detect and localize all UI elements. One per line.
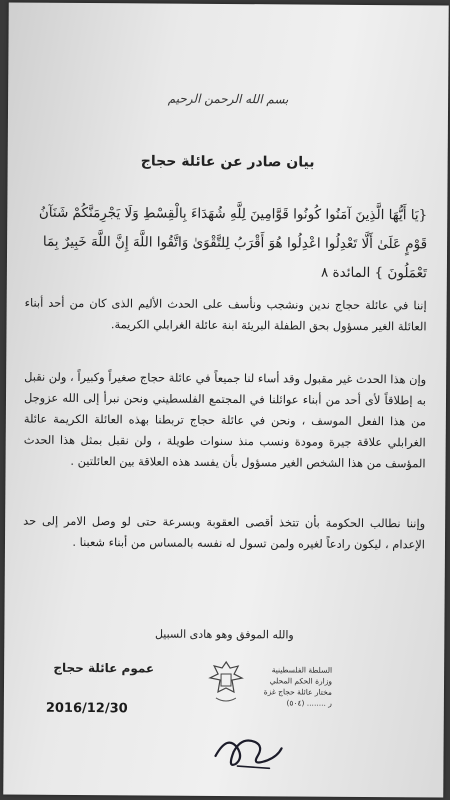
stamp-line: مختار عائلة حجاج غزة bbox=[263, 687, 332, 697]
eagle-emblem-icon bbox=[208, 658, 244, 708]
signature-label: عموم عائلة حجاج bbox=[53, 660, 155, 676]
stamp-line: السلطة الفلسطينية bbox=[271, 665, 333, 675]
document-page bbox=[3, 2, 449, 797]
stamp-line: ر ........ (٥٠٤) bbox=[286, 698, 332, 708]
document-date: 2016/12/30 bbox=[45, 700, 128, 717]
quran-verse: {يَا أَيُّهَا الَّذِينَ آمَنُوا كُونُوا قَوَّامِينَ لِلَّهِ شُهَدَاءَ بِالْقِسْطِ وَلَا يَجْرِمَنَّكُمْ شَنَآنُ قَوْمٍ عَلَىٰ أَلَّا تَعْدِلُوا اعْدِلُوا هُوَ أَقْرَبُ لِلتَّقْوَىٰ وَاتَّقُوا اللَّهَ إِنَّ اللَّهَ خَبِيرٌ بِمَا تَعْمَلُونَ } المائدة ٨ bbox=[38, 204, 428, 282]
stamp-line: وزارة الحكم المحلي bbox=[269, 676, 333, 686]
official-stamp bbox=[182, 656, 332, 729]
stamp-text bbox=[252, 664, 332, 709]
document-title: بيان صادر عن عائلة حجاج bbox=[140, 153, 315, 171]
paragraph-condemnation: إننا في عائلة حجاج ندين ونشجب ونأسف على الحدث الأليم الذى كان من أحد أبناء العائلة الغير مسؤول بحق الطفلة البريئة ابنة عائلة الغرابلي الكريمة. bbox=[24, 295, 427, 334]
paragraph-relations: وإن هذا الحدث غير مقبول وقد أساء لنا جميعاً في عائلة حجاج صغيراً وكبيراً ، ولن نقبل به إطلاقاً لأى أحد من أبناء عوائلنا في المجتمع الفلسطيني ونحن نبرأ إلى الله عزوجل من هذا الفعل الموسف ، ونحن في عائلة حجاج تربطنا بهذه العائلة الكريمة عائلة الغرابلي علاقة جيرة ومودة ونسب منذ سنوات طويلة ، ولن نقبل بمثل هذا الحدث المؤسف من هذا الشخص الغير مسؤول بأن يفسد هذه العلاقة بين العائلتين . bbox=[23, 369, 427, 471]
closing-phrase: والله الموفق وهو هادى السبيل bbox=[154, 627, 294, 642]
paragraph-demand: وإننا نطالب الحكومة بأن تتخذ أقصى العقوبة وبسرعة حتى لو وصل الامر إلى حد الإعدام ، ليكون رادعاً لغيره ولمن تسول له نفسه بالمساس من أبناء شعبنا . bbox=[23, 513, 426, 552]
basmala: بسم الله الرحمن الرحيم bbox=[167, 91, 289, 107]
